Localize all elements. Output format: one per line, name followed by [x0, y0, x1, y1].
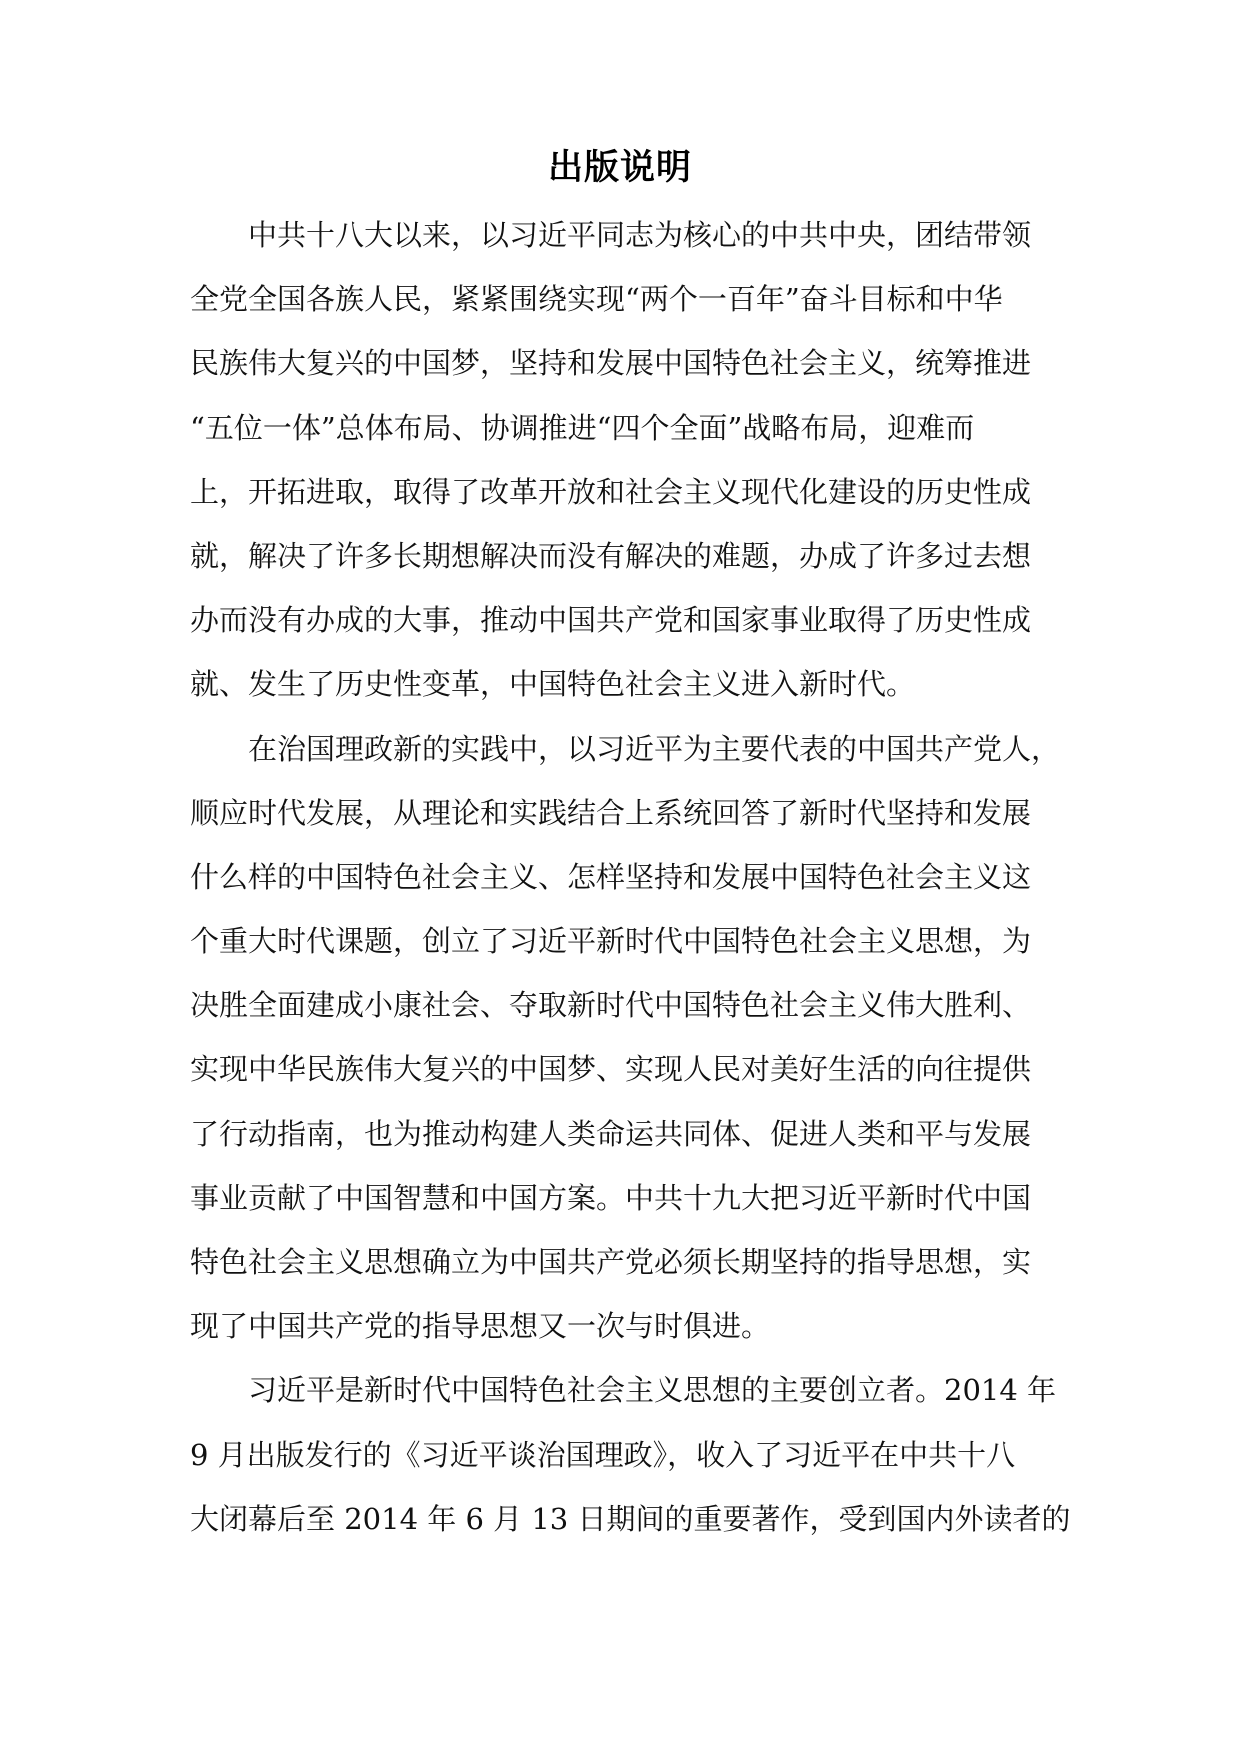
- text-line: 顺应时代发展，从理论和实践结合上系统回答了新时代坚持和发展: [190, 795, 1032, 830]
- text-line: 实现中华民族伟大复兴的中国梦、实现人民对美好生活的向往提供: [190, 1052, 1032, 1087]
- text-line: 就，解决了许多长期想解决而没有解决的难题，办成了许多过去想: [190, 538, 1032, 573]
- text-line: 个重大时代课题，创立了习近平新时代中国特色社会主义思想，为: [190, 924, 1032, 959]
- text-line: 大闭幕后至 2014 年 6 月 13 日期间的重要著作，受到国内外读者的: [190, 1501, 1071, 1536]
- text-line: 事业贡献了中国智慧和中国方案。中共十九大把习近平新时代中国: [190, 1180, 1032, 1215]
- page-title: 出版说明: [547, 148, 692, 188]
- text-line: 现了中国共产党的指导思想又一次与时俱进。: [190, 1309, 771, 1344]
- text-line: 全党全国各族人民，紧紧围绕实现“两个一百年”奋斗目标和中华: [190, 282, 1003, 317]
- text-line: 9 月出版发行的《习近平谈治国理政》，收入了习近平在中共十八: [190, 1437, 1016, 1472]
- text-line: 办而没有办成的大事，推动中国共产党和国家事业取得了历史性成: [190, 603, 1032, 638]
- text-line: 什么样的中国特色社会主义、怎样坚持和发展中国特色社会主义这: [190, 859, 1032, 894]
- text-line: 决胜全面建成小康社会、夺取新时代中国特色社会主义伟大胜利、: [190, 988, 1032, 1023]
- text-line: 了行动指南，也为推动构建人类命运共同体、促进人类和平与发展: [190, 1116, 1032, 1151]
- text-line: 中共十八大以来，以习近平同志为核心的中共中央，团结带领: [248, 218, 1032, 252]
- text-line: 特色社会主义思想确立为中国共产党必须长期坚持的指导思想，实: [190, 1245, 1032, 1279]
- text-line: 就、发生了历史性变革，中国特色社会主义进入新时代。: [190, 667, 916, 702]
- text-line: 上，开拓进取，取得了改革开放和社会主义现代化建设的历史性成: [190, 474, 1032, 509]
- body-text: [190, 203, 1090, 1551]
- text-line: “五位一体”总体布局、协调推进“四个全面”战略布局，迎难而: [190, 410, 975, 445]
- text-line: 习近平是新时代中国特色社会主义思想的主要创立者。2014 年: [248, 1373, 1057, 1408]
- text-line: 民族伟大复兴的中国梦，坚持和发展中国特色社会主义，统筹推进: [190, 346, 1032, 381]
- text-line: 在治国理政新的实践中，以习近平为主要代表的中国共产党人，: [248, 731, 1061, 766]
